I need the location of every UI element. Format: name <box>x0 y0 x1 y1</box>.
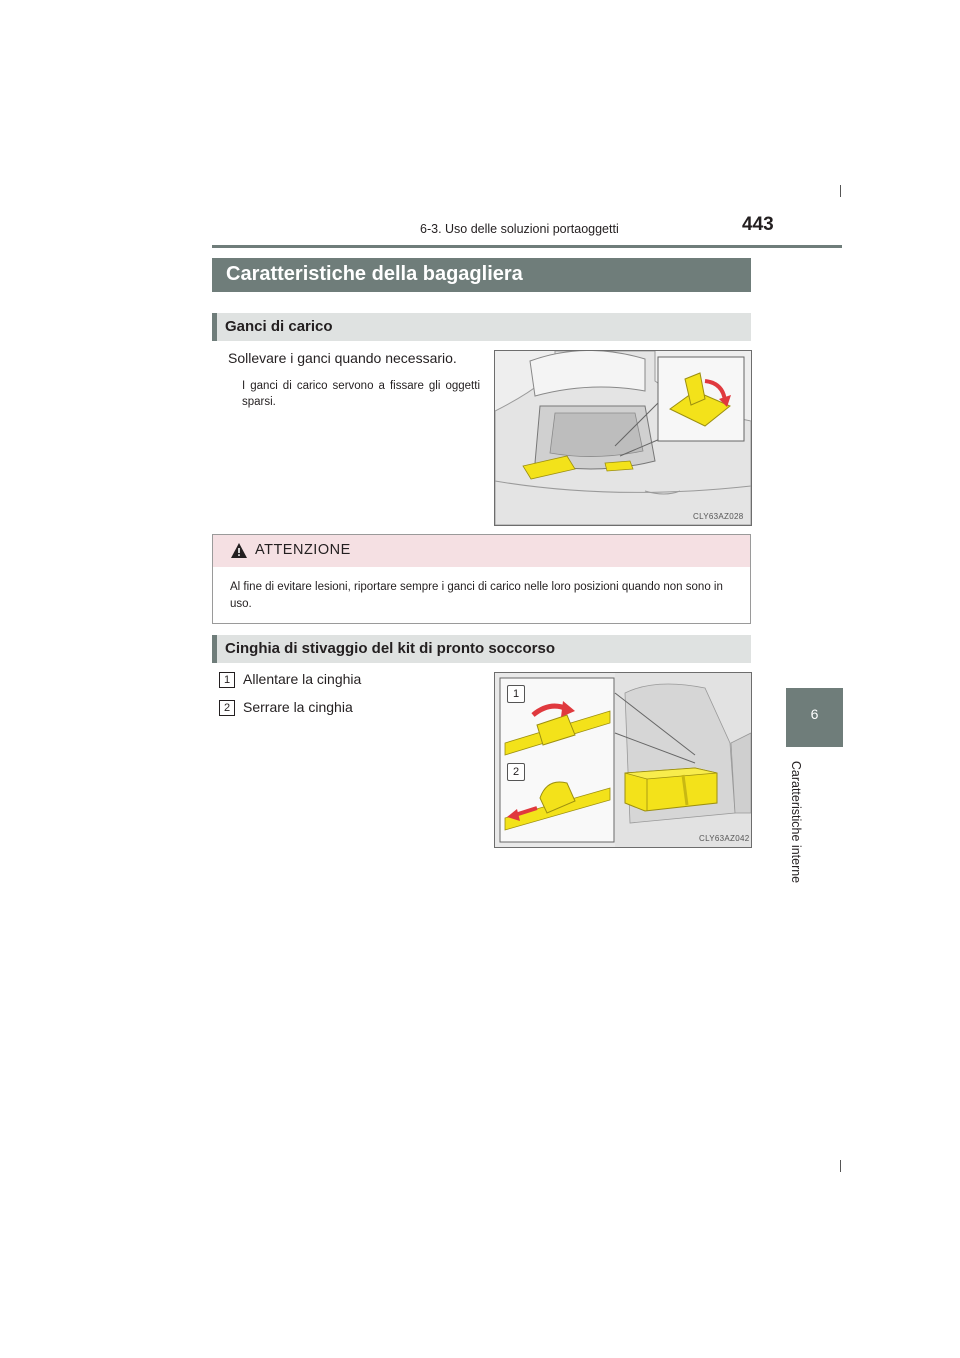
caution-box <box>212 534 751 624</box>
subheading-cinghia-text: Cinghia di stivaggio del kit di pronto soccorso <box>225 640 556 657</box>
ganci-note: I ganci di carico servono a fissare gli oggetti sparsi. <box>242 380 480 408</box>
warning-icon <box>230 542 248 559</box>
trunk-illustration <box>495 351 751 525</box>
header-section-title: 6-3. Uso delle soluzioni portaoggetti <box>420 222 619 236</box>
subheading-cinghia <box>212 635 751 663</box>
page-number: 443 <box>742 214 774 235</box>
caution-header <box>213 535 750 567</box>
caution-title: ATTENZIONE <box>255 542 351 558</box>
section-title-bar <box>212 258 751 292</box>
chapter-number: 6 <box>810 706 819 722</box>
figure-label-1: 1 <box>507 685 525 703</box>
step-number-1: 1 <box>219 672 235 688</box>
step-text-2: Serrare la cinghia <box>243 699 353 715</box>
figure-first-aid-strap <box>494 672 752 848</box>
subheading-accent <box>212 313 217 341</box>
ganci-instruction: Sollevare i ganci quando necessario. <box>228 350 457 366</box>
subheading-ganci-text: Ganci di carico <box>225 318 333 335</box>
step-text-1: Allentare la cinghia <box>243 671 362 687</box>
section-title: Caratteristiche della bagagliera <box>226 263 523 285</box>
figure-code-2: CLY63AZ042 <box>699 834 750 843</box>
step-number-2: 2 <box>219 700 235 716</box>
subheading-ganci <box>212 313 751 341</box>
chapter-title-vertical <box>786 760 806 890</box>
crop-mark-bottom <box>840 1160 841 1172</box>
chapter-title: Caratteristiche interne <box>789 760 803 884</box>
figure-code-1: CLY63AZ028 <box>693 512 744 521</box>
caution-text: Al fine di evitare lesioni, riportare sempre i ganci di carico nelle loro posizioni quando non sono in uso. <box>230 581 723 610</box>
header-rule <box>212 245 842 248</box>
strap-illustration <box>495 673 751 847</box>
figure-label-2: 2 <box>507 763 525 781</box>
crop-mark-top <box>840 185 841 197</box>
figure-cargo-hooks <box>494 350 752 526</box>
subheading-accent <box>212 635 217 663</box>
